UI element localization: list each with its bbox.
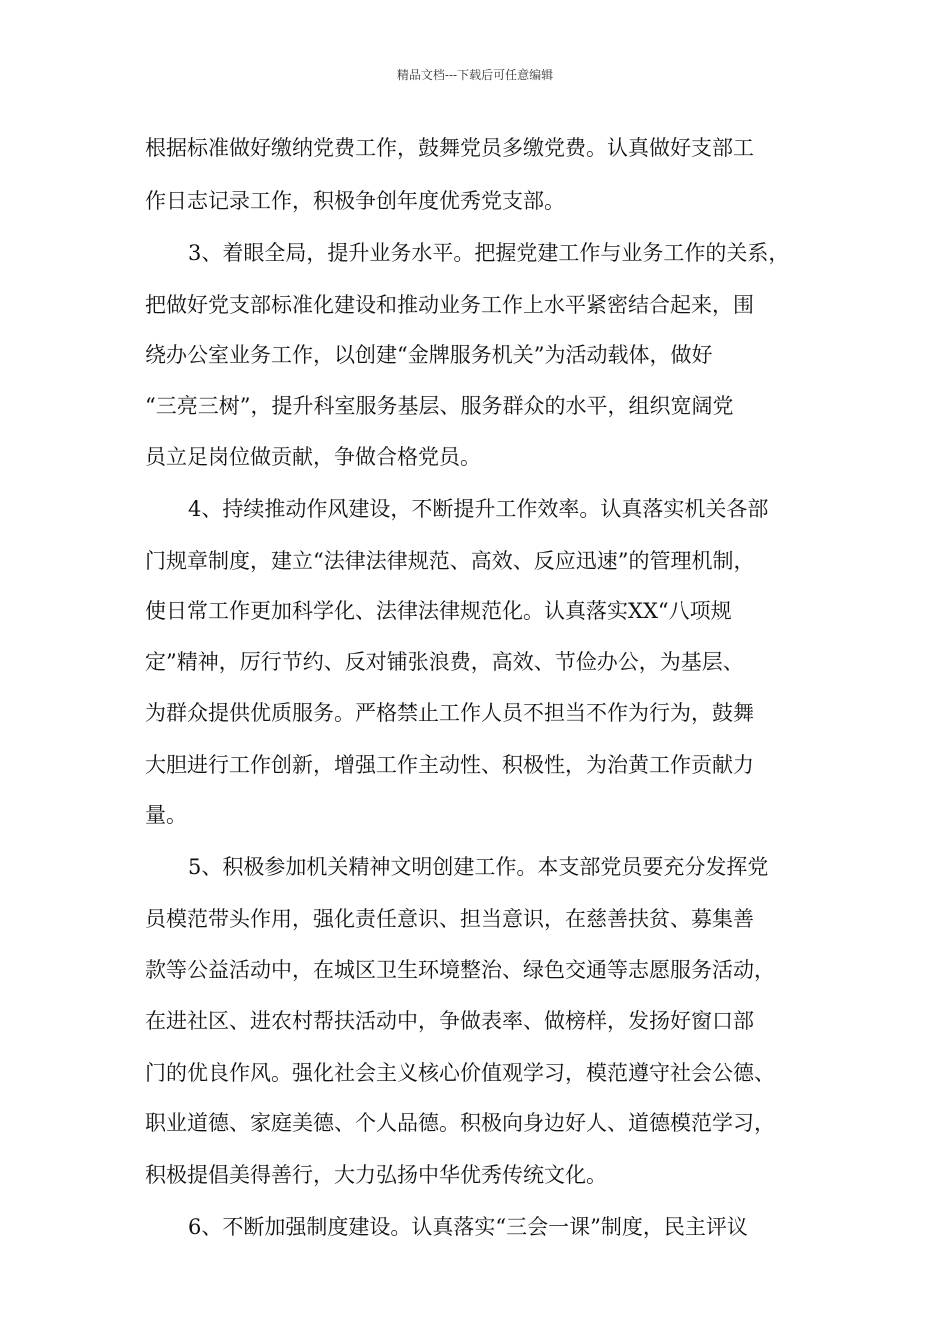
text-line: 把做好党支部标准化建设和推动业务工作上水平紧密结合起来，围: [145, 293, 754, 317]
text-line: 员立足岗位做贡献，争做合格党员。: [145, 445, 481, 469]
text-line: 积极提倡美得善行，大力弘扬中华优秀传统文化。: [145, 1163, 607, 1187]
text-line: 职业道德、家庭美德、个人品德。积极向身边好人、道德模范学习，: [145, 1111, 775, 1135]
page-header: 精品文档---下载后可任意编辑: [396, 68, 554, 82]
text-line: 款等公益活动中，在城区卫生环境整治、绿色交通等志愿服务活动，: [145, 958, 775, 982]
text-line: 作日志记录工作，积极争创年度优秀党支部。: [145, 189, 565, 213]
text-line: 为群众提供优质服务。严格禁止工作人员不担当不作为行为，鼓舞: [145, 701, 754, 725]
text-line: 定”精神，厉行节约、反对铺张浪费，高效、节俭办公，为基层、: [145, 650, 744, 674]
text-line: 门规章制度，建立“法律法律规范、高效、反应迅速”的管理机制，: [145, 549, 755, 573]
text-line: 绕办公室业务工作，以创建“金牌服务机关”为活动载体，做好: [145, 343, 713, 367]
text-line: 大胆进行工作创新，增强工作主动性、积极性，为治黄工作贡献力: [145, 753, 754, 777]
text-line: 使日常工作更加科学化、法律法律规范化。认真落实XX“八项规: [145, 599, 732, 623]
text-line: 根据标准做好缴纳党费工作，鼓舞党员多缴党费。认真做好支部工: [145, 136, 754, 160]
text-line: 员模范带头作用，强化责任意识、担当意识，在慈善扶贫、募集善: [145, 907, 754, 931]
text-line: 门的优良作风。强化社会主义核心价值观学习，模范遵守社会公德、: [145, 1061, 775, 1085]
paragraph-start-line: 3、着眼全局，提升业务水平。把握党建工作与业务工作的关系，: [188, 241, 790, 265]
paragraph-start-line: 6、不断加强制度建设。认真落实“三会一课”制度，民主评议: [188, 1215, 748, 1239]
text-line: “三亮三树”，提升科室服务基层、服务群众的水平，组织宽阔党: [145, 394, 734, 418]
paragraph-start-line: 5、积极参加机关精神文明创建工作。本支部党员要充分发挥党: [188, 855, 769, 879]
text-line: 在进社区、进农村帮扶活动中，争做表率、做榜样，发扬好窗口部: [145, 1009, 754, 1033]
text-line: 量。: [145, 803, 187, 827]
paragraph-start-line: 4、持续推动作风建设，不断提升工作效率。认真落实机关各部: [188, 497, 769, 521]
